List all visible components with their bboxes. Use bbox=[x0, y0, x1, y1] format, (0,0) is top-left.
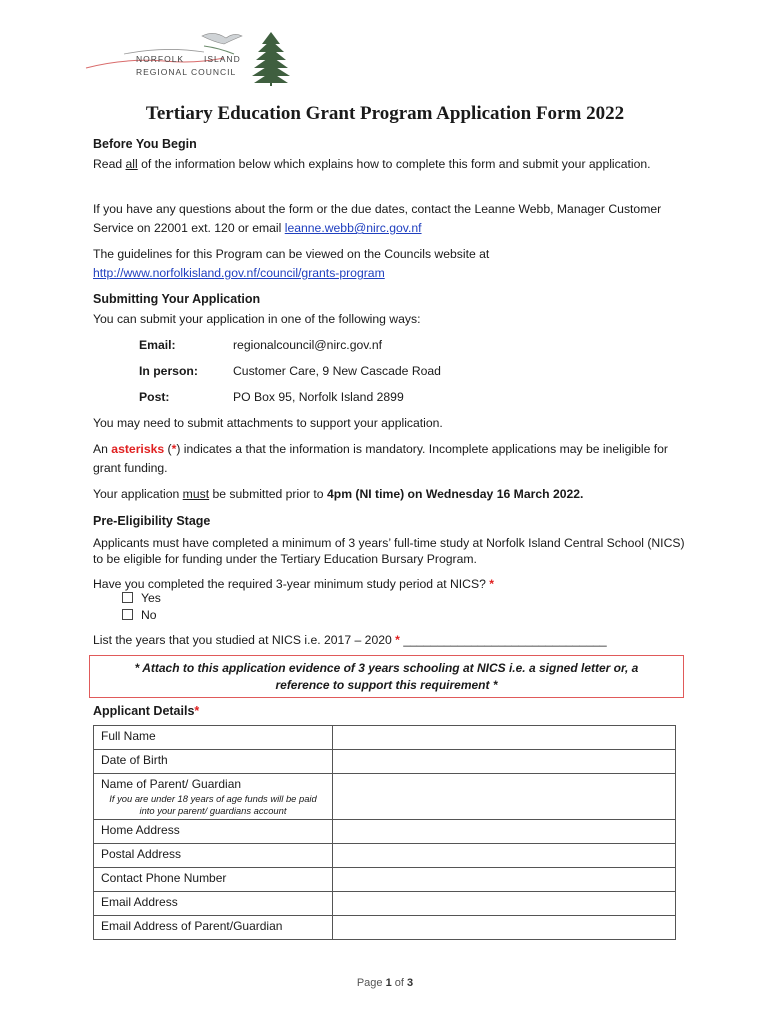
text-due-date: 4pm (NI time) on Wednesday 16 March 2022. bbox=[326, 487, 584, 501]
input-postal-address[interactable] bbox=[333, 844, 676, 868]
input-home-address[interactable] bbox=[333, 820, 676, 844]
table-row bbox=[94, 868, 676, 892]
heading-pre-eligibility: Pre-Eligibility Stage bbox=[93, 514, 211, 528]
contact-email-link[interactable]: leanne.webb@nirc.gov.nf bbox=[284, 221, 422, 235]
checkbox-no[interactable] bbox=[122, 609, 133, 620]
method-label-email: Email: bbox=[139, 338, 176, 352]
heading-applicant-details bbox=[93, 704, 199, 718]
method-value-in-person: Customer Care, 9 New Cascade Road bbox=[233, 364, 441, 378]
option-no-label: No bbox=[141, 608, 157, 622]
table-row bbox=[94, 844, 676, 868]
label-parent-guardian-text: Name of Parent/ Guardian bbox=[101, 777, 242, 791]
label-home-address: Home Address bbox=[94, 820, 333, 844]
paragraph-attachments: You may need to submit attachments to support your application. bbox=[93, 416, 443, 430]
label-parent-email: Email Address of Parent/Guardian bbox=[94, 916, 333, 940]
norfolk-pine-and-bird-logo-icon bbox=[84, 28, 294, 88]
logo-text-norfolk: NORFOLK bbox=[136, 54, 185, 64]
option-yes[interactable] bbox=[122, 591, 161, 605]
asterisk-symbol: * bbox=[395, 633, 400, 647]
text-fragment: The guidelines for this Program can be viewed on the Councils website at bbox=[93, 247, 490, 261]
input-parent-email[interactable] bbox=[333, 916, 676, 940]
table-row bbox=[94, 726, 676, 750]
guardian-note: If you are under 18 years of age funds will be paid into your parent/ guardians account bbox=[109, 793, 317, 816]
form-title: Tertiary Education Grant Program Application Form 2022 bbox=[145, 103, 625, 124]
label-parent-guardian bbox=[94, 774, 333, 820]
text-fragment: If you have any questions about the form or the due dates, contact the Leanne Webb, Manager Customer Service on 22001 ext. 120 or email bbox=[93, 202, 662, 235]
text-fragment: An bbox=[93, 442, 112, 456]
guidelines-url-link[interactable]: http://www.norfolkisland.gov.nf/council/grants-program bbox=[93, 266, 385, 280]
method-label-in-person: In person: bbox=[139, 364, 198, 378]
label-contact-phone: Contact Phone Number bbox=[94, 868, 333, 892]
paragraph-submit-intro: You can submit your application in one of the following ways: bbox=[93, 312, 421, 326]
page-footer bbox=[0, 977, 770, 989]
label-date-of-birth: Date of Birth bbox=[94, 750, 333, 774]
table-row bbox=[94, 820, 676, 844]
heading-submitting: Submitting Your Application bbox=[93, 292, 261, 306]
label-email-address: Email Address bbox=[94, 892, 333, 916]
label-postal-address: Postal Address bbox=[94, 844, 333, 868]
label-full-name: Full Name bbox=[94, 726, 333, 750]
text-asterisks: asterisks bbox=[111, 442, 165, 456]
council-logo bbox=[84, 28, 294, 88]
table-row bbox=[94, 774, 676, 820]
input-full-name[interactable] bbox=[333, 726, 676, 750]
page-number: 1 bbox=[385, 977, 392, 989]
text-fragment: Have you completed the required 3-year minimum study period at NICS? bbox=[93, 577, 490, 591]
paragraph-contact bbox=[93, 200, 693, 238]
paragraph-due-date bbox=[93, 485, 693, 504]
table-row bbox=[94, 892, 676, 916]
text-fragment: Applicant Details bbox=[93, 704, 195, 718]
input-contact-phone[interactable] bbox=[333, 868, 676, 892]
table-row bbox=[94, 916, 676, 940]
paragraph-guidelines bbox=[93, 245, 693, 283]
text-underlined-must: must bbox=[182, 487, 210, 501]
table-row bbox=[94, 750, 676, 774]
paragraph-pre-eligibility: Applicants must have completed a minimum of 3 years’ full-time study at Norfolk Island Central School (NICS) to be eligible for funding under the Tertiary Education Bursary Program. bbox=[93, 536, 685, 566]
years-studied-line bbox=[93, 631, 693, 650]
asterisk-symbol: * bbox=[489, 577, 495, 591]
notice-line-2: reference to support this requirement * bbox=[275, 678, 498, 692]
notice-line-1: * Attach to this application evidence of 3 years schooling at NICS i.e. a signed letter or, a bbox=[134, 661, 639, 675]
text-fragment: List the years that you studied at NICS i.e. 2017 – 2020 bbox=[93, 633, 396, 647]
text-fragment: ( bbox=[164, 442, 172, 456]
paragraph-asterisks bbox=[93, 440, 693, 478]
logo-text-regional-council: REGIONAL COUNCIL bbox=[136, 67, 237, 77]
text-fragment: Read bbox=[93, 157, 126, 171]
paragraph-read-all bbox=[93, 155, 693, 174]
asterisk-symbol: * bbox=[194, 704, 200, 718]
input-email-address[interactable] bbox=[333, 892, 676, 916]
question-study-period bbox=[93, 575, 693, 594]
logo-text-island: ISLAND bbox=[204, 54, 241, 64]
input-parent-guardian[interactable] bbox=[333, 774, 676, 820]
page-total: 3 bbox=[407, 977, 414, 989]
attachment-notice bbox=[89, 655, 684, 698]
years-studied-input[interactable]: ______________________________ bbox=[403, 633, 607, 647]
text-fragment: ) indicates a that the information is mandatory. Incomplete applications may be ineligible for grant funding. bbox=[93, 442, 668, 475]
heading-before-you-begin: Before You Begin bbox=[93, 137, 197, 151]
input-date-of-birth[interactable] bbox=[333, 750, 676, 774]
text-fragment: Your application bbox=[93, 487, 183, 501]
text-fragment: Page bbox=[356, 977, 386, 989]
checkbox-yes[interactable] bbox=[122, 592, 133, 603]
method-value-post: PO Box 95, Norfolk Island 2899 bbox=[233, 390, 404, 404]
text-fragment: of bbox=[391, 977, 408, 989]
option-yes-label: Yes bbox=[141, 591, 161, 605]
text-underlined-all: all bbox=[125, 157, 138, 171]
asterisk-symbol: * bbox=[171, 442, 177, 456]
method-label-post: Post: bbox=[139, 390, 170, 404]
applicant-details-table bbox=[93, 725, 676, 940]
method-value-email: regionalcouncil@nirc.gov.nf bbox=[233, 338, 382, 352]
option-no[interactable] bbox=[122, 608, 157, 622]
text-fragment: be submitted prior to bbox=[209, 487, 327, 501]
text-fragment: of the information below which explains how to complete this form and submit your application. bbox=[137, 157, 651, 171]
